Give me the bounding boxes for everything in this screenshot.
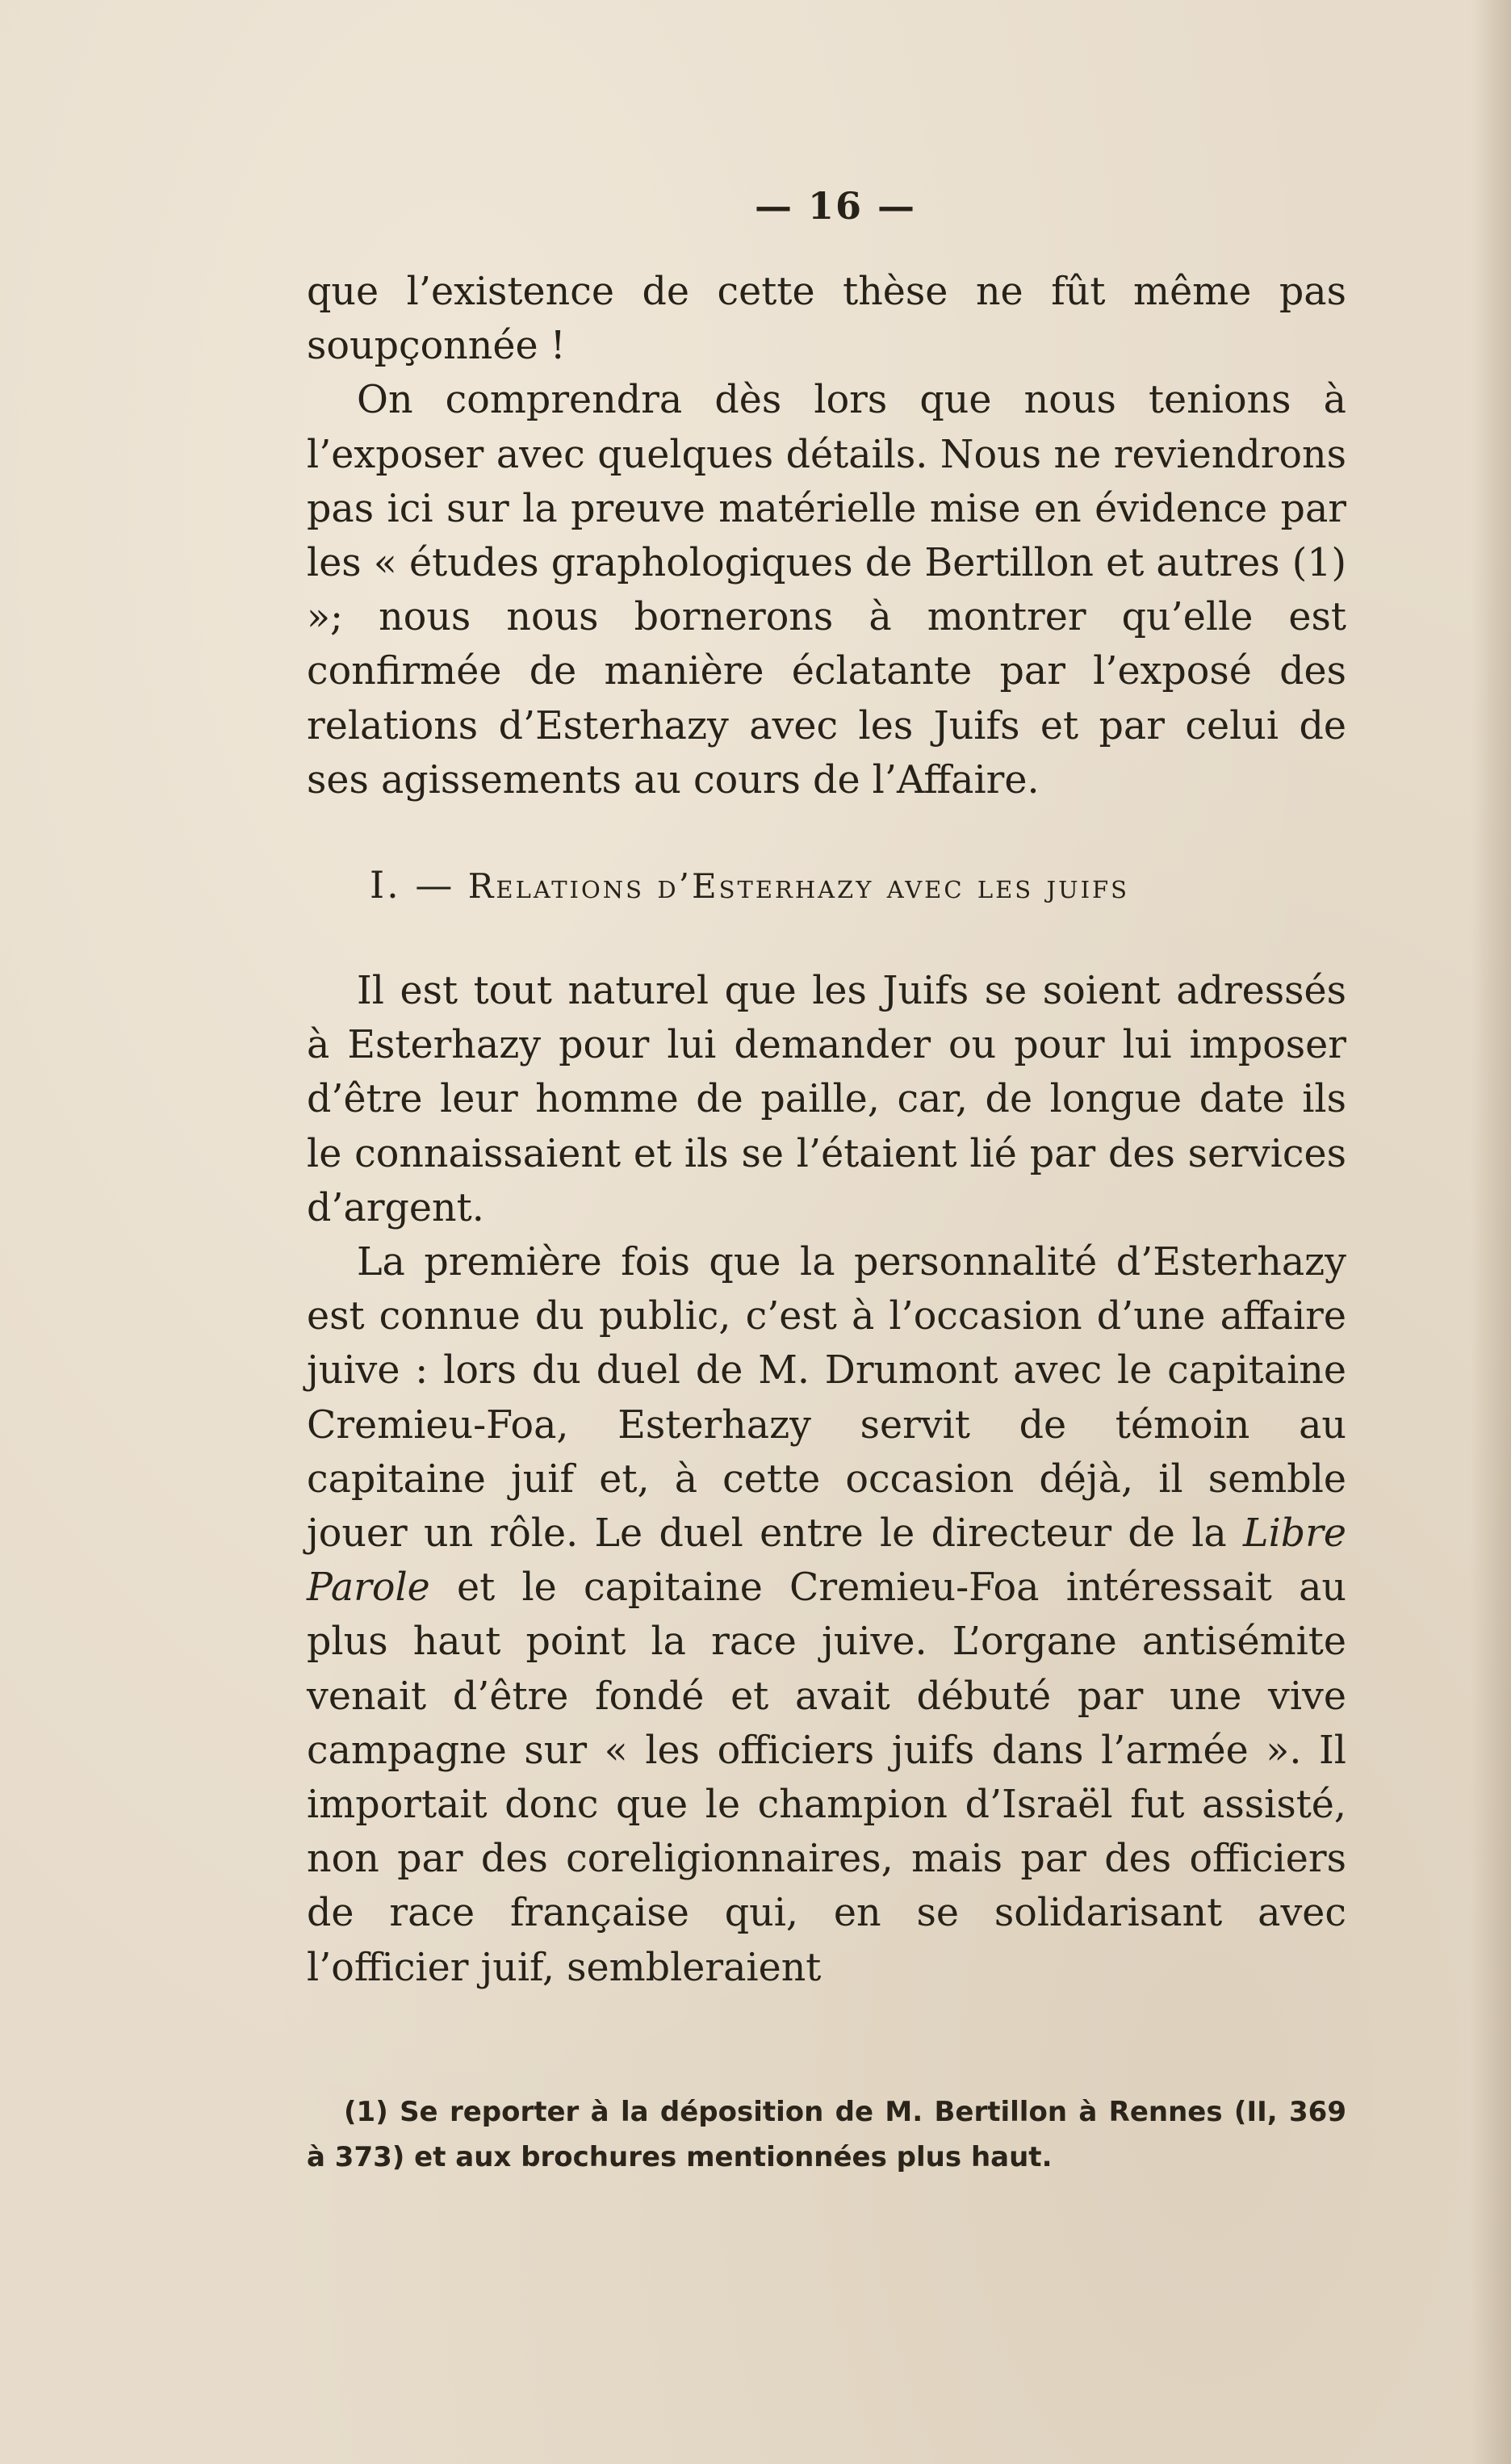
paragraph-duel-part1: La première fois que la personnalité d’Esterhazy est connue du public, c’est à l’occasion d’une affaire juive : lors du duel de M. Drumont avec le capitaine Cremieu-Foa, Esterhazy servit de témoin au capitaine juif et, à cette occasion déjà, il semble jouer un rôle. Le duel entre le directeur de la (307, 1240, 1346, 1557)
section-heading (307, 861, 1346, 911)
section-number: I. — (370, 863, 455, 907)
page-number: — 16 — (754, 184, 917, 228)
paragraph-intro: On comprendra dès lors que nous tenions à l’exposer avec quelques détails. Nous ne reviendrons pas ici sur la preuve matérielle mise en évidence par les « études graphologiques de Bertillon et autres (1) »; nous nous bornerons à montrer qu’elle est confirmée de manière éclatante par l’exposé des relations d’Esterhazy avec les Juifs et par celui de ses agissements au cours de l’Affaire. (307, 378, 1346, 802)
paragraph-duel (307, 1235, 1346, 1995)
paragraph-continuation: que l’existence de cette thèse ne fût même pas soupçonnée ! (307, 270, 1346, 369)
paragraph-duel-part2: et le capitaine Cremieu-Foa intéressait au plus haut point la race juive. L’organe antisémite venait d’être fondé et avait débuté par une vive campagne sur « les officiers juifs dans l’armée ». Il importait donc que le champion d’Israël fut assisté, non par des coreligionnaires, mais par des officiers de race française qui, en se solidarisant avec l’officier juif, sembleraient (307, 1565, 1346, 1990)
newspaper-title: Libre Parole (307, 1511, 1346, 1611)
section-title: Relations d’Esterhazy avec les juifs (467, 866, 1130, 907)
page-edge-shadow (1471, 0, 1511, 2464)
paragraph-relations: Il est tout naturel que les Juifs se soient adressés à Esterhazy pour lui demander ou pour lui imposer d’être leur homme de paille, car, de longue date ils le connaissaient et ils se l’étaient lié par des services d’argent. (307, 969, 1346, 1230)
main-text (307, 265, 1346, 1995)
footnote: (1) Se reporter à la déposition de M. Bertillon à Rennes (II, 369 à 373) et aux brochures mentionnées plus haut. (307, 2096, 1346, 2173)
